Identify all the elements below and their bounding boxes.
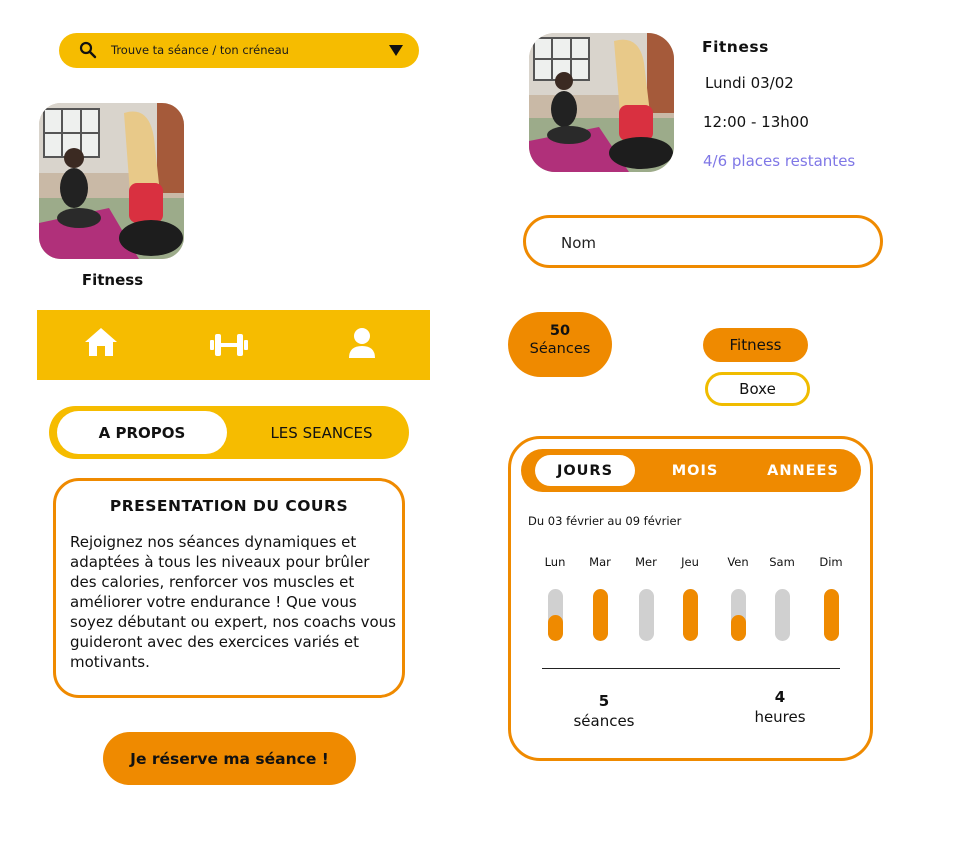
day-label-mer: Mer <box>635 555 657 569</box>
tab-about[interactable]: A PROPOS <box>57 411 227 454</box>
name-field[interactable] <box>523 215 883 268</box>
search-icon <box>79 41 97 59</box>
dumbbell-icon[interactable] <box>209 330 249 360</box>
tag-fitness[interactable]: Fitness <box>703 328 808 362</box>
day-label-ven: Ven <box>727 555 749 569</box>
sessions-count: 50 <box>549 323 571 339</box>
tab-years[interactable]: ANNEES <box>767 462 839 479</box>
sessions-label: Séances <box>529 341 591 357</box>
stats-card <box>508 436 873 761</box>
date-range: Du 03 février au 09 février <box>528 514 682 528</box>
tab-sessions[interactable]: LES SEANCES <box>270 423 373 442</box>
day-bar-mar <box>593 589 608 641</box>
day-bar-fill <box>824 589 839 641</box>
presentation-title: PRESENTATION DU COURS <box>109 497 349 515</box>
session-places: 4/6 places restantes <box>703 152 856 170</box>
caret-down-icon[interactable] <box>389 45 403 56</box>
day-bar-jeu <box>683 589 698 641</box>
stats-tabs <box>521 449 861 492</box>
stats-hours-label: heures <box>754 708 806 726</box>
sessions-badge <box>508 312 612 377</box>
session-photo <box>529 33 674 172</box>
stats-divider <box>542 668 840 669</box>
home-icon[interactable] <box>83 326 119 358</box>
tab-months[interactable]: MOIS <box>671 462 719 479</box>
day-label-lun: Lun <box>544 555 566 569</box>
day-bar-mer <box>639 589 654 641</box>
session-time: 12:00 - 13h00 <box>703 113 809 131</box>
day-bar-fill <box>683 589 698 641</box>
name-placeholder[interactable]: Nom <box>561 234 597 252</box>
day-label-mar: Mar <box>589 555 611 569</box>
stats-sessions-count: 5 <box>598 692 610 710</box>
day-label-sam: Sam <box>769 555 795 569</box>
session-title: Fitness <box>702 38 769 56</box>
day-bar-ven <box>731 589 746 641</box>
bottom-nav <box>37 310 430 380</box>
day-bar-dim <box>824 589 839 641</box>
search-bar[interactable] <box>59 33 419 68</box>
course-caption: Fitness <box>81 271 144 289</box>
course-photo[interactable] <box>39 103 184 259</box>
stats-hours-count: 4 <box>774 688 786 706</box>
search-placeholder[interactable]: Trouve ta séance / ton créneau <box>111 43 289 57</box>
tab-days[interactable]: JOURS <box>535 455 635 486</box>
user-icon[interactable] <box>348 327 376 359</box>
presentation-body: Rejoignez nos séances dynamiques et adaptées à tous les niveaux pour brûler des calories, renforcer vos muscles et améliorer votre endurance ! Que vous soyez débutant ou expert, nos coachs vous guideront avec des exercices variés et motivants. <box>70 533 396 671</box>
stats-sessions-label: séances <box>573 712 635 730</box>
day-label-dim: Dim <box>819 555 843 569</box>
session-date: Lundi 03/02 <box>705 74 794 92</box>
day-bar-fill <box>731 615 746 641</box>
presentation-card <box>53 478 405 698</box>
course-tabs <box>49 406 409 459</box>
day-bar-sam <box>775 589 790 641</box>
day-bar-lun <box>548 589 563 641</box>
day-label-jeu: Jeu <box>681 555 699 569</box>
day-bar-fill <box>548 615 563 641</box>
day-bar-fill <box>593 589 608 641</box>
tag-boxe[interactable]: Boxe <box>705 372 810 406</box>
reserve-button[interactable]: Je réserve ma séance ! <box>103 732 356 785</box>
